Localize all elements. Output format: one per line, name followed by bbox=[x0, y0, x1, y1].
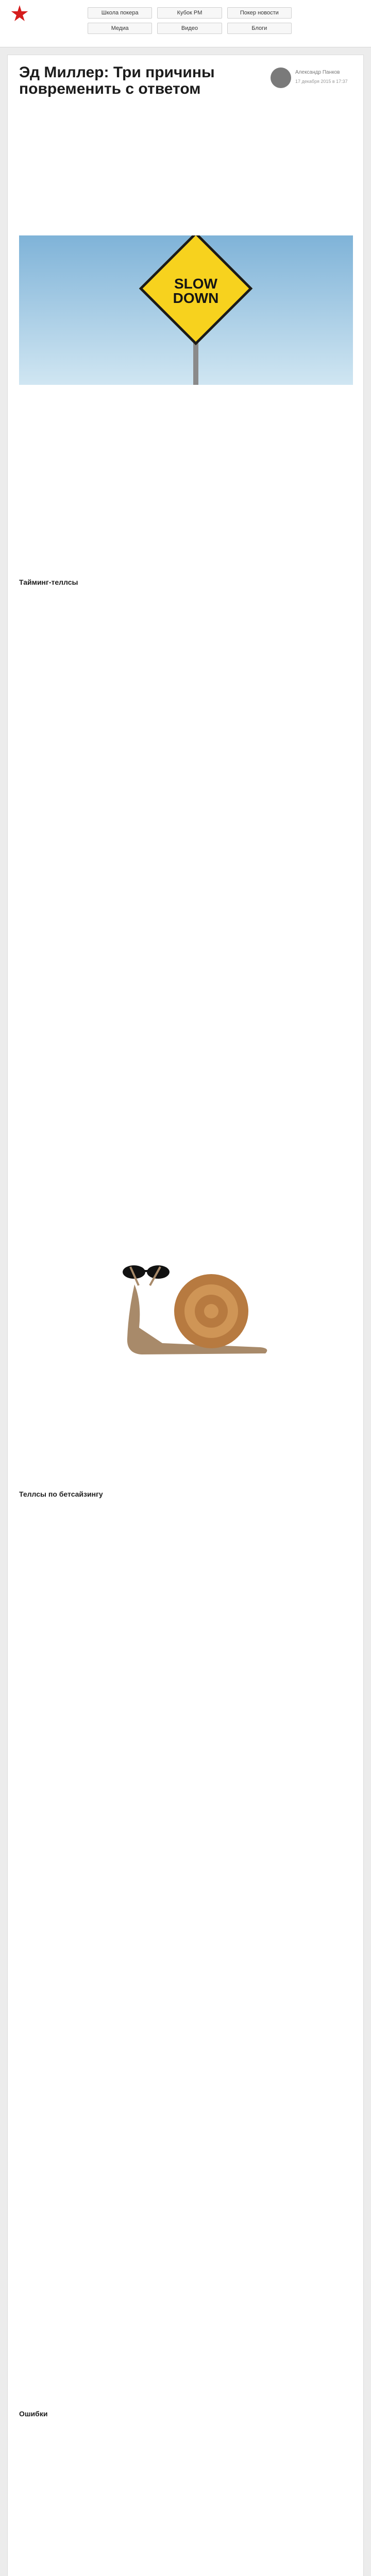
nav-media[interactable]: Медиа bbox=[88, 23, 152, 34]
author-meta bbox=[271, 67, 358, 98]
section-heading-timing-tells: Тайминг-теллсы bbox=[19, 578, 78, 586]
page-title: Эд Миллер: Три причины повременить с ответом bbox=[19, 64, 215, 97]
section-heading-bet-sizing-tells: Теллсы по бетсайзингу bbox=[19, 1490, 103, 1498]
nav-poker-news[interactable]: Покер новости bbox=[227, 7, 292, 19]
road-sign-text bbox=[158, 277, 233, 306]
star-logo-icon bbox=[11, 5, 28, 23]
main-nav bbox=[88, 7, 292, 34]
avatar[interactable] bbox=[271, 67, 291, 88]
section-heading-mistakes: Ошибки bbox=[19, 2410, 48, 2418]
site-logo[interactable] bbox=[7, 5, 32, 23]
snail-illustration bbox=[85, 1256, 281, 1364]
nav-video[interactable]: Видео bbox=[157, 23, 222, 34]
article-card bbox=[7, 55, 364, 2576]
site-header bbox=[0, 0, 371, 47]
publish-date: 17 декабря 2015 в 17:37 bbox=[295, 79, 348, 84]
sign-line-1: SLOW bbox=[174, 276, 217, 292]
nav-blogs[interactable]: Блоги bbox=[227, 23, 292, 34]
nav-poker-school[interactable]: Школа покера bbox=[88, 7, 152, 19]
nav-cup-pm[interactable]: Кубок PM bbox=[157, 7, 222, 19]
sign-line-2: DOWN bbox=[173, 290, 219, 306]
hero-image bbox=[19, 235, 353, 385]
author-name[interactable]: Александр Панков bbox=[295, 70, 340, 75]
snail-icon bbox=[127, 1267, 267, 1354]
